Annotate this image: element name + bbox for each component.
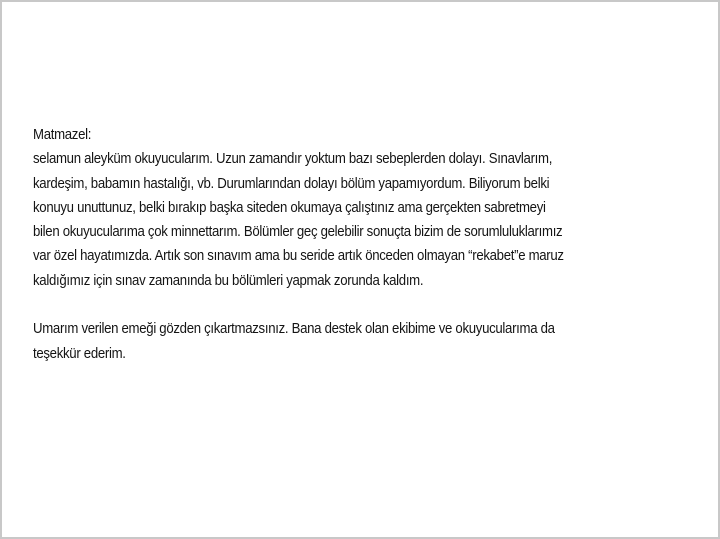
note-line: kardeşim, babamın hastalığı, vb. Durumlarından dolayı bölüm yapamıyordum. Biliyorum belki (33, 174, 550, 192)
note-line: teşekkür ederim. (33, 344, 126, 362)
paragraph-spacer (33, 293, 614, 317)
note-line: Umarım verilen emeği gözden çıkartmazsınız. Bana destek olan ekibime ve okuyucularıma da (33, 320, 555, 338)
note-line: bilen okuyucularıma çok minnettarım. Bölümler geç gelebilir sonuçta bizim de sorumluluklarımız (33, 223, 563, 241)
note-line: kaldığımız için sınav zamanında bu bölümleri yapmak zorunda kaldım. (33, 271, 424, 289)
note-line: var özel hayatımızda. Artık son sınavım ama bu seride artık önceden olmayan “rekabet”e maruz (33, 247, 564, 265)
note-line: selamun aleyküm okuyucularım. Uzun zamandır yoktum bazı sebeplerden dolayı. Sınavlarım, (33, 150, 553, 168)
note-line: konuyu unuttunuz, belki bırakıp başka siteden okumaya çalıştınız ama gerçekten sabretmeyi (33, 198, 546, 216)
translator-note (33, 123, 614, 366)
note-heading: Matmazel: (33, 126, 92, 143)
